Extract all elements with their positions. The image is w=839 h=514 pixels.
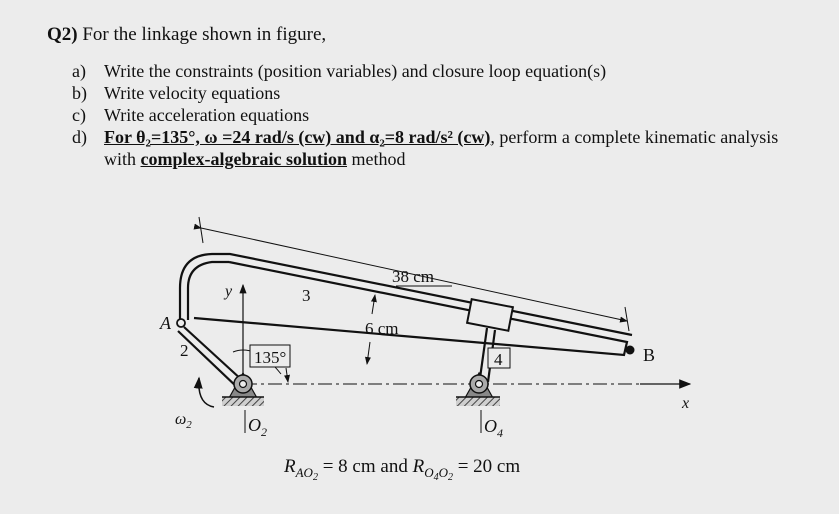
method-name: complex-algebraic solution [140, 149, 347, 169]
question-number: Q2) [47, 24, 78, 45]
part-marker: b) [72, 83, 87, 103]
eq-r1-sub: AO [295, 465, 313, 480]
dim-offset-label: 6 cm [365, 319, 399, 338]
part-marker: c) [72, 105, 86, 125]
omega-symbol: ω [175, 411, 187, 428]
label-B: B [643, 345, 656, 365]
label-y: y [225, 283, 233, 300]
eq-r1: R [284, 456, 296, 477]
length-equation [283, 456, 520, 483]
label-O2-sub: 2 [261, 425, 267, 439]
label-O2-letter: O [248, 415, 261, 435]
part-d-end: method [347, 149, 406, 169]
eq-r2-sub: O [424, 465, 434, 480]
eq-r1-subsub: 2 [312, 472, 318, 483]
angle-label: 135° [254, 348, 287, 367]
omega-sub: 2 [186, 419, 192, 431]
label-O4 [484, 416, 503, 440]
dim-length-label: 38 cm [392, 267, 435, 286]
ground-pivot-O4 [456, 373, 500, 406]
label-A: A [160, 313, 171, 333]
question-title-text: For the linkage shown in figure, [82, 24, 327, 45]
part-text: Write the constraints (position variables) and closure loop equation(s) [104, 61, 607, 81]
eq-value-2: = 20 cm [452, 456, 521, 477]
eq-r2-subsub: 2 [447, 472, 453, 483]
omega-arrow [199, 378, 214, 407]
given-values: For θ₂=135°, ω =24 rad/s (cw) and α₂=8 rad/s² (cw) [104, 127, 491, 147]
label-O2 [248, 415, 267, 439]
point-A [177, 319, 185, 327]
eq-r2-sub2: 4 [433, 472, 439, 483]
label-O4-letter: O [484, 416, 497, 436]
label-link-2: 2 [180, 341, 189, 360]
part-marker: d) [72, 127, 87, 147]
eq-value-1: = 8 cm and [317, 456, 413, 477]
omega-label [175, 411, 192, 431]
part-marker: a) [72, 61, 86, 81]
part-d-mid: , perform a complete kinematic analysis with [104, 127, 779, 169]
part-text: Write velocity equations [104, 83, 281, 103]
slider-block [467, 299, 513, 331]
part-text: Write acceleration equations [104, 105, 310, 125]
label-O4-sub: 4 [497, 426, 503, 440]
eq-r2-sub3: O [438, 465, 448, 480]
eq-r2: R [412, 456, 425, 477]
label-x: x [682, 395, 690, 412]
label-link-4: 4 [494, 350, 503, 369]
point-B [626, 346, 635, 355]
label-link-3: 3 [302, 286, 311, 305]
